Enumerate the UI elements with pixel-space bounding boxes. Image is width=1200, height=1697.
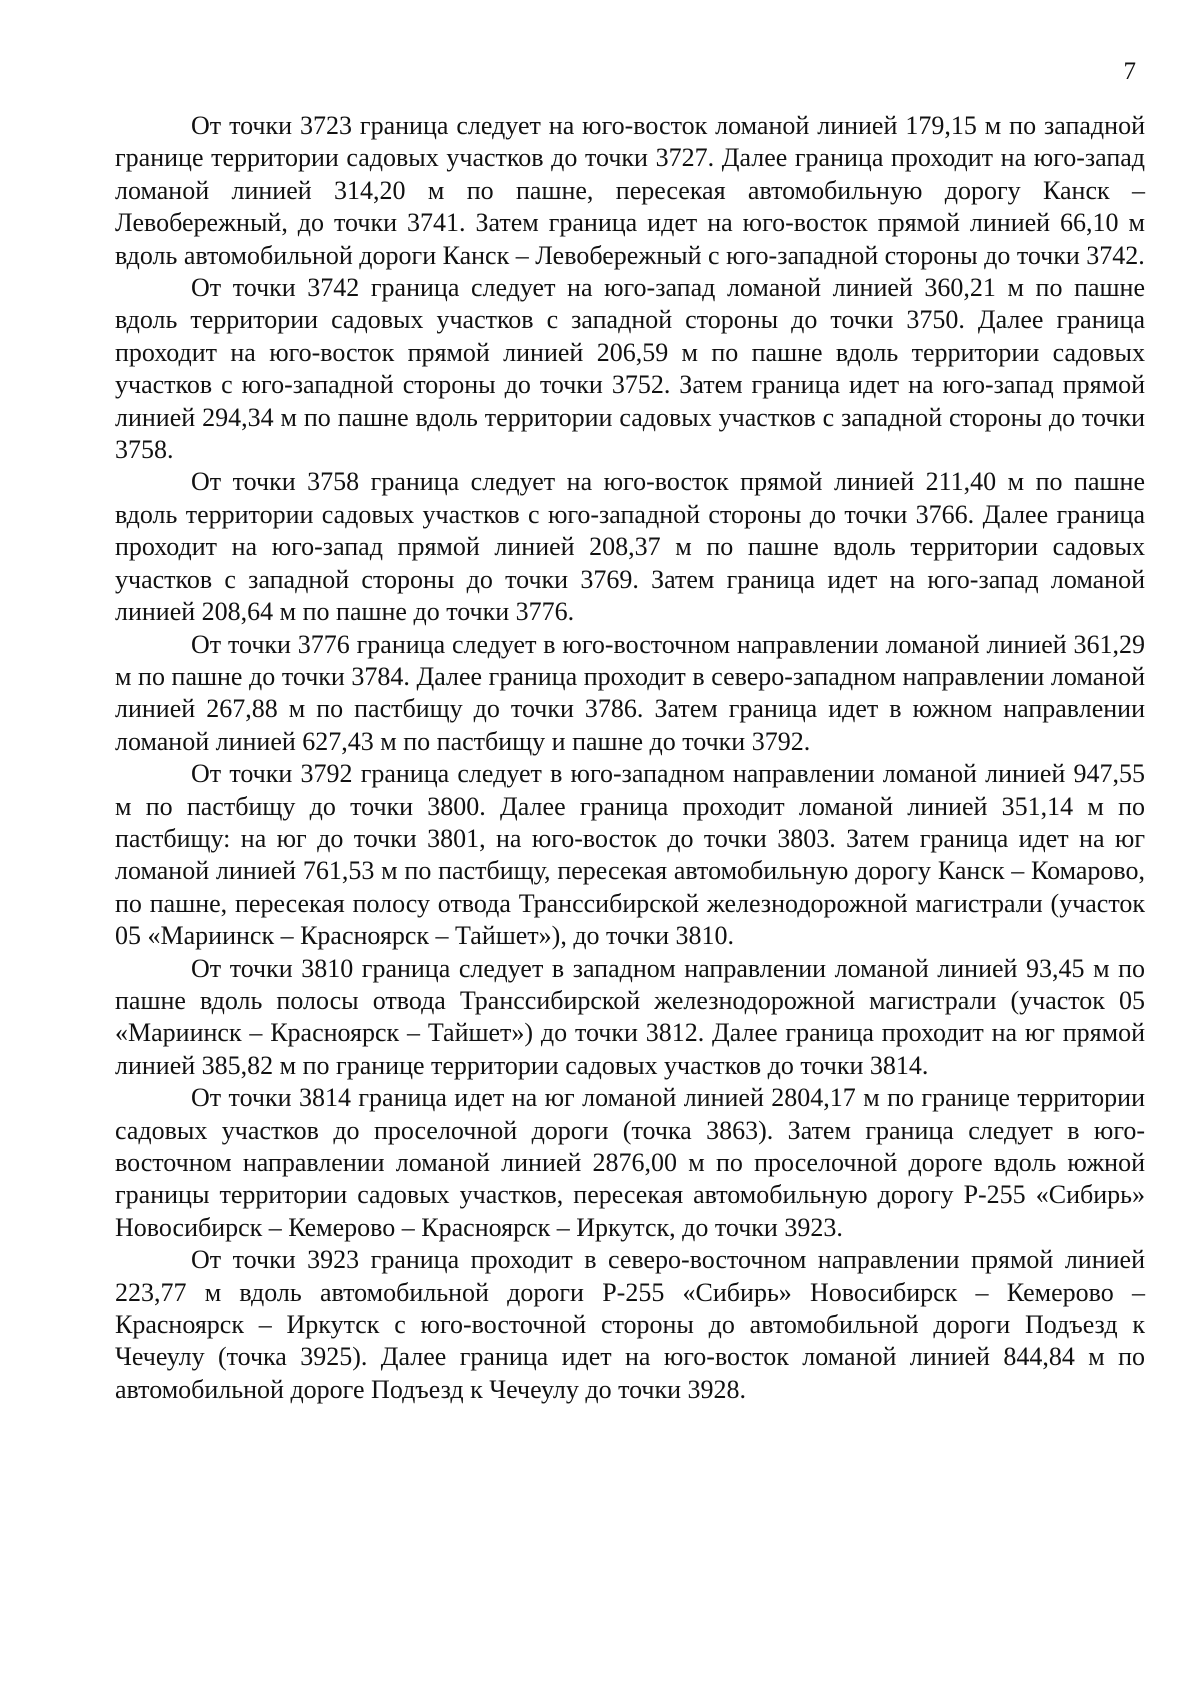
page-number: 7 — [1123, 58, 1136, 85]
paragraph-2: От точки 3742 граница следует на юго-запад ломаной линией 360,21 м по пашне вдоль территории садовых участков с западной стороны до точки 3750. Далее граница проходит на юго-восток прямой линией 206,59 м по пашне вдоль территории садовых участков с юго-западной стороны до точки 3752. Затем граница идет на юго-запад прямой линией 294,34 м по пашне вдоль территории садовых участков с западной стороны до точки 3758. — [115, 273, 1145, 465]
paragraph-6: От точки 3810 граница следует в западном направлении ломаной линией 93,45 м по пашне вдоль полосы отвода Транссибирской железнодорожной магистрали (участок 05 «Мариинск – Красноярск – Тайшет») до точки 3812. Далее граница проходит на юг прямой линией 385,82 м по границе территории садовых участков до точки 3814. — [115, 953, 1145, 1080]
paragraph-8: От точки 3923 граница проходит в северо-восточном направлении прямой линией 223,77 м вдоль автомобильной дороги Р-255 «Сибирь» Новосибирск – Кемерово – Красноярск – Иркутск с юго-восточной стороны до автомобильной дороги Подъезд к Чечеулу (точка 3925). Далее граница идет на юго-восток ломаной линией 844,84 м по автомобильной дороге Подъезд к Чечеулу до точки 3928. — [115, 1245, 1145, 1404]
paragraph-1: От точки 3723 граница следует на юго-восток ломаной линией 179,15 м по западной границе территории садовых участков до точки 3727. Далее граница проходит на юго-запад ломаной линией 314,20 м по пашне, пересекая автомобильную дорогу Канск – Левобережный, до точки 3741. Затем граница идет на юго-восток прямой линией 66,10 м вдоль автомобильной дороги Канск – Левобережный с юго-западной стороны до точки 3742. — [115, 111, 1145, 270]
paragraph-7: От точки 3814 граница идет на юг ломаной линией 2804,17 м по границе территории садовых участков до проселочной дороги (точка 3863). Затем граница следует в юго-восточном направлении ломаной линией 2876,00 м по проселочной дороге вдоль южной границы территории садовых участков, пересекая автомобильную дорогу Р-255 «Сибирь» Новосибирск – Кемерово – Красноярск – Иркутск, до точки 3923. — [115, 1083, 1145, 1242]
paragraph-4: От точки 3776 граница следует в юго-восточном направлении ломаной линией 361,29 м по пашне до точки 3784. Далее граница проходит в северо-западном направлении ломаной линией 267,88 м по пастбищу до точки 3786. Затем граница идет в южном направлении ломаной линией 627,43 м по пастбищу и пашне до точки 3792. — [115, 629, 1145, 756]
document-body — [115, 110, 1145, 1406]
paragraph-5: От точки 3792 граница следует в юго-западном направлении ломаной линией 947,55 м по пастбищу до точки 3800. Далее граница проходит ломаной линией 351,14 м по пастбищу: на юг до точки 3801, на юго-восток до точки 3803. Затем граница идет на юг ломаной линией 761,53 м по пастбищу, пересекая автомобильную дорогу Канск – Комарово, по пашне, пересекая полосу отвода Транссибирской железнодорожной магистрали (участок 05 «Мариинск – Красноярск – Тайшет»), до точки 3810. — [115, 759, 1145, 951]
paragraph-3: От точки 3758 граница следует на юго-восток прямой линией 211,40 м по пашне вдоль территории садовых участков с юго-западной стороны до точки 3766. Далее граница проходит на юго-запад прямой линией 208,37 м по пашне вдоль территории садовых участков с западной стороны до точки 3769. Затем граница идет на юго-запад ломаной линией 208,64 м по пашне до точки 3776. — [115, 467, 1145, 627]
